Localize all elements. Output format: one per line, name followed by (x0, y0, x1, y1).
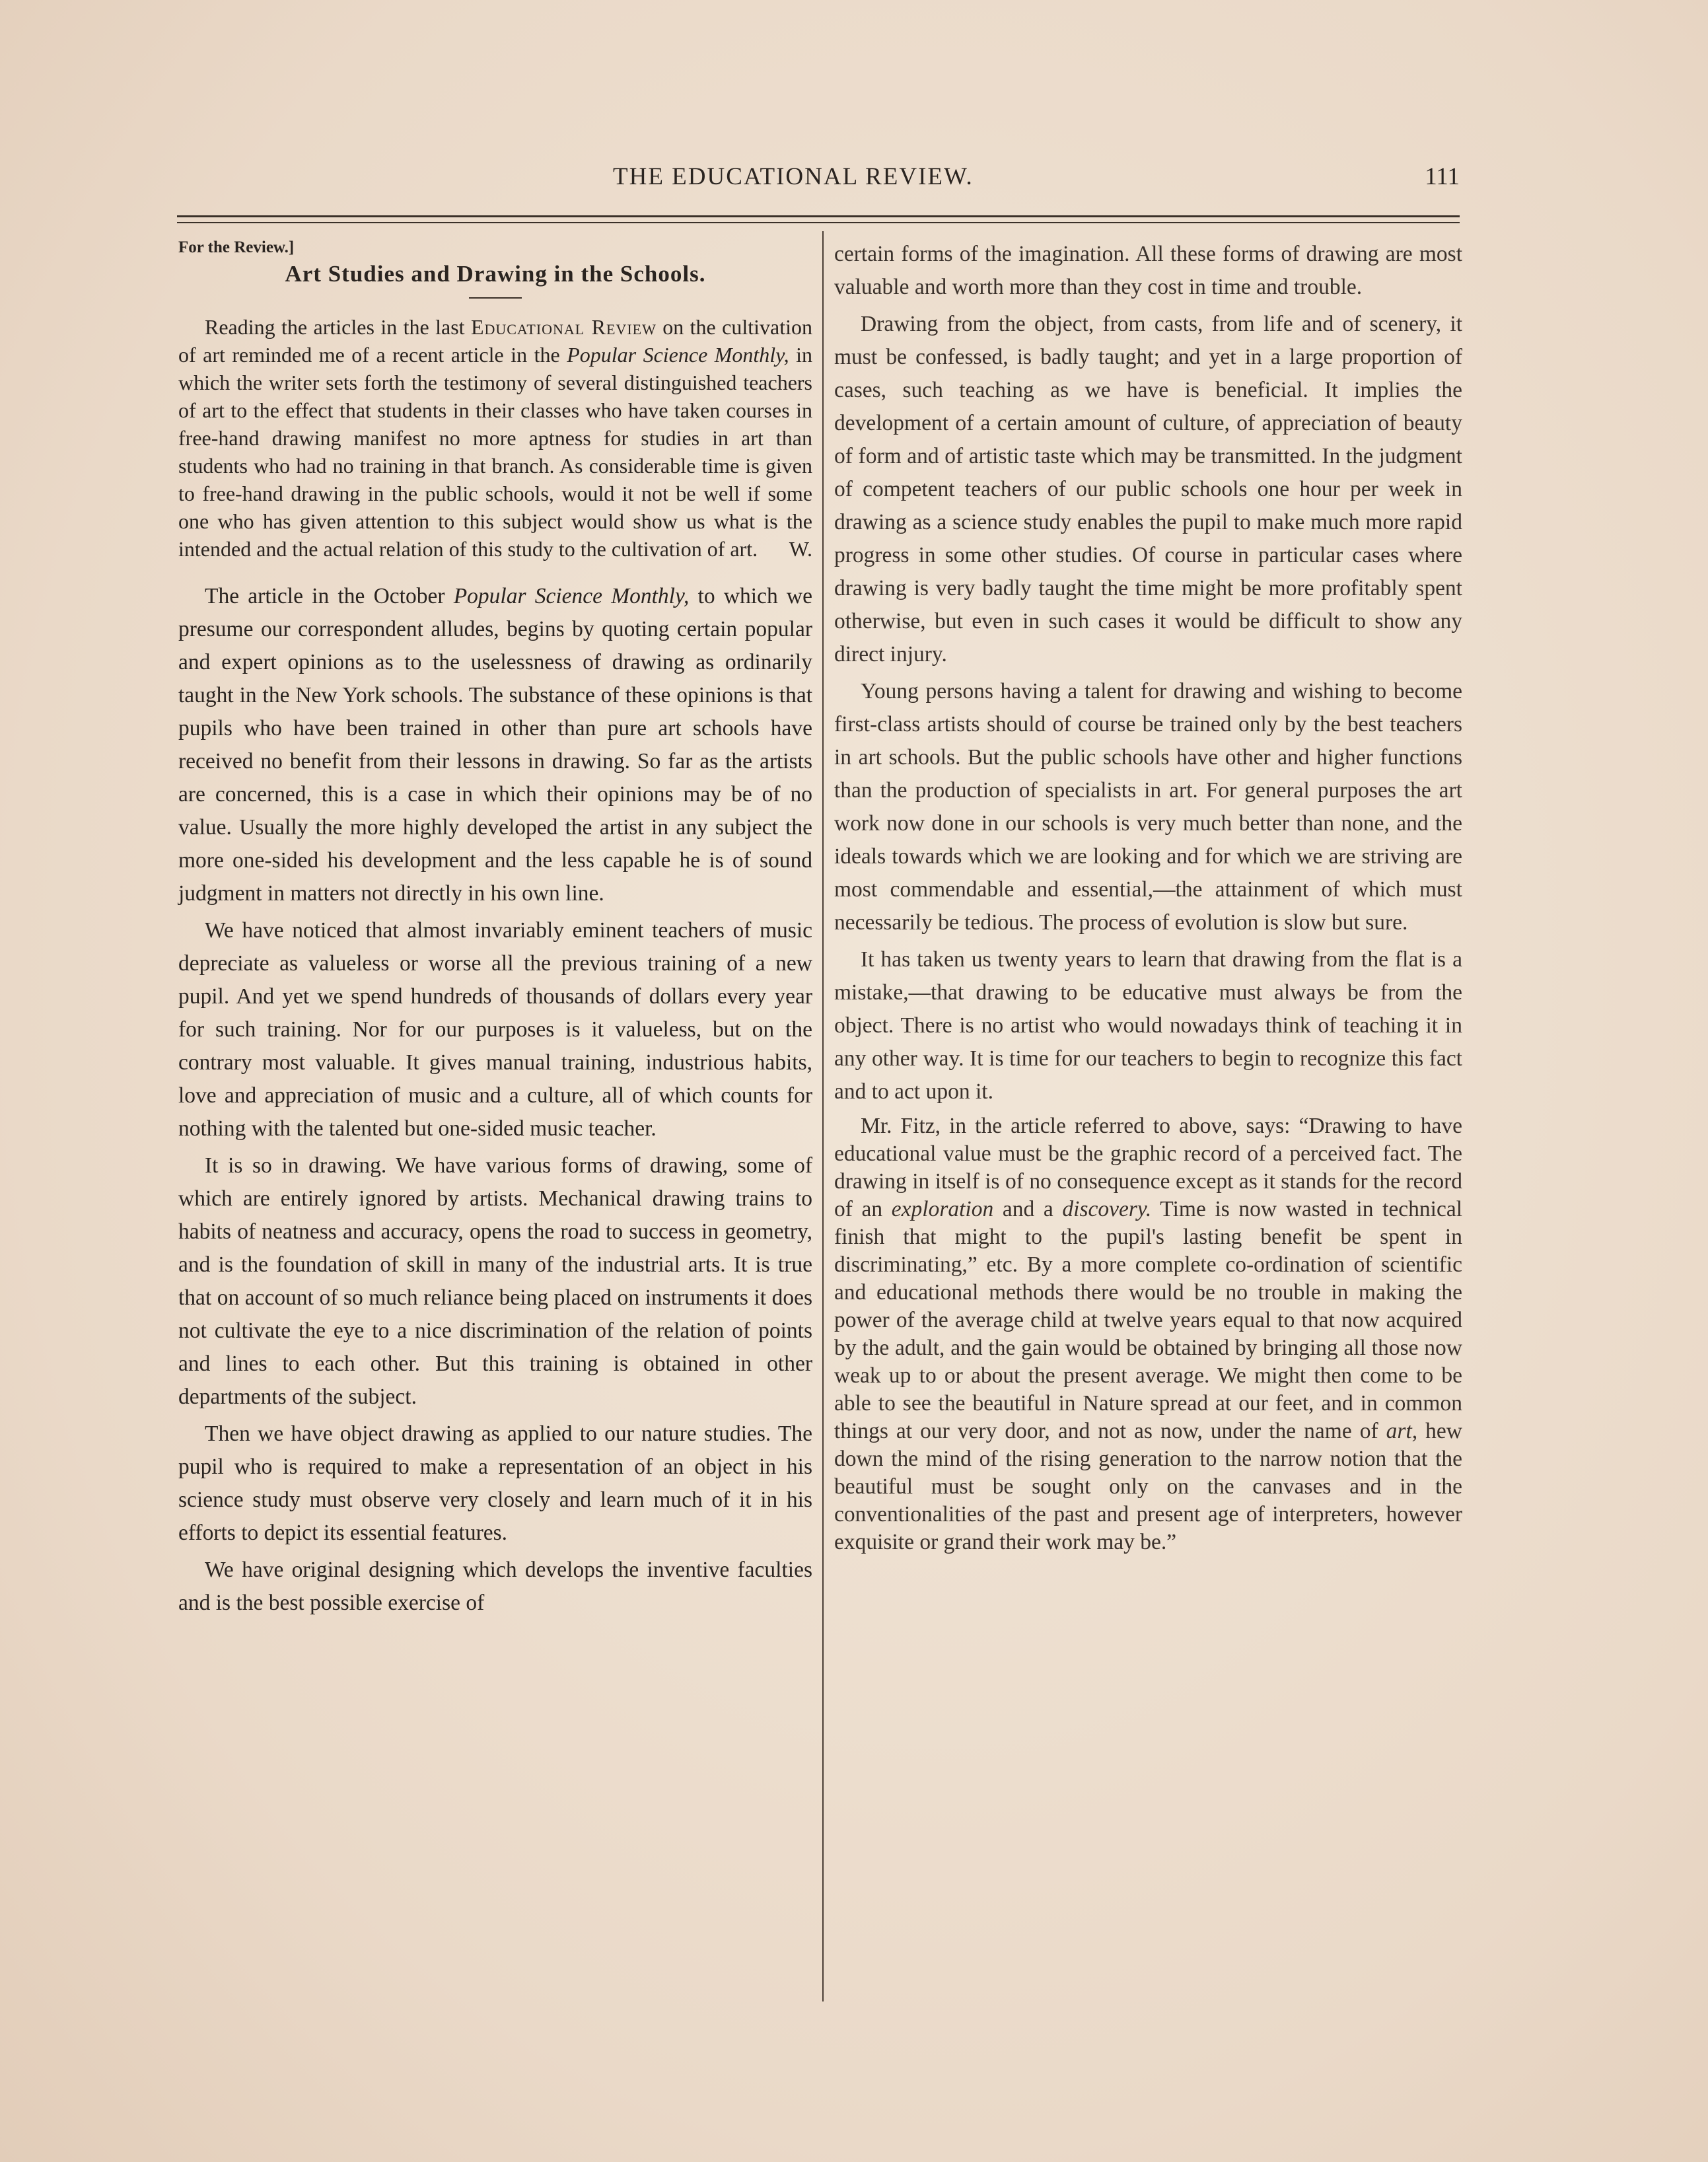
body-paragraph-continued: certain forms of the imagination. All these forms of drawing are most valuable and worth more than they cost in time and trouble. (834, 242, 1462, 299)
body-paragraph-9: Mr. Fitz, in the article referred to above, says: “Drawing to have educational value must be the graphic record of a perceived fact. The drawing in itself is of no consequence except as it stands for the record of an exploration and a discovery. Time is now wasted in technical finish that might to the pupil's lasting benefit be spent in discriminating,” etc. By a more complete co-ordination of scientific and educational methods there would be no trouble in making the power of the average child at twelve years equal to that now acquired by the adult, and the gain would be obtained by bringing all those now weak up to or about the present average. We might then come to be able to see the beautiful in Nature spread at our feet, and in common things at our very door, and not as now, under the name of art, hew down the mind of the rising generation to the narrow notion that the beautiful must be sought only on the canvases and in the conventionalities of the past and present age of interpreters, however exquisite or grand their work may be.” (834, 1114, 1462, 1554)
body-paragraph-1: The article in the October Popular Science Monthly, to which we presume our correspondent alludes, begins by quoting certain popular and expert opinions as to the uselessness of drawing as ordinarily taught in the New York schools. The substance of these opinions is that pupils who have been trained in other than pure art schools have received no benefit from their lessons in drawing. So far as the artists are concerned, this is a case in which their opinions may be of no value. Usually the more highly developed the artist in any subject the more one-sided his development and the less capable he is of sound judgment in matters not directly in his own line. (178, 584, 812, 906)
column-divider (822, 231, 824, 2001)
page-header (177, 162, 1460, 196)
body-paragraph-2: We have noticed that almost invariably eminent teachers of music depreciate as valueless or worse all the previous training of a new pupil. And yet we spend hundreds of thousands of dollars every year for such training. Nor for our purposes is it valueless, but on the contrary most valuable. It gives manual training, industrious habits, love and appreciation of music and a culture, all of which counts for nothing with the talented but one-sided music teacher. (178, 918, 812, 1141)
journal-title: THE EDUCATIONAL REVIEW. (613, 163, 974, 190)
page-number: 111 (1425, 163, 1460, 190)
article-title: Art Studies and Drawing in the Schools. (285, 261, 706, 287)
article-source-note: For the Review.] (178, 238, 295, 256)
body-paragraph-7: Young persons having a talent for drawing and wishing to become first-class artists should of course be trained only by the best teachers in art schools. But the public schools have other and higher functions than the production of specialists in art. For general purposes the art work now done in our schools is very much better than none, and the ideals towards which we are looking and for which we are striving are most commendable and essential,—the attainment of which must necessarily be tedious. The process of evolution is slow but sure. (834, 679, 1462, 935)
letter-signature: W. (789, 537, 812, 561)
body-paragraph-5: We have original designing which develops the inventive faculties and is the best possible exercise of (178, 1558, 812, 1615)
left-column (178, 238, 812, 1624)
body-paragraph-8: It has taken us twenty years to learn that drawing from the flat is a mistake,—that drawing to be educative must always be from the object. There is no artist who would nowadays think of teaching it in any other way. It is time for our teachers to begin to recognize this fact and to act upon it. (834, 947, 1462, 1104)
reader-letter: Reading the articles in the last Educational Review on the cultivation of art reminded me of a recent article in the Popular Science Monthly, in which the writer sets forth the testimony of several distinguished teachers of art to the effect that students in their classes who have taken courses in free-hand drawing manifest no more aptness for studies in art than students who had no training in that branch. As considerable time is given to free-hand drawing in the public schools, would it not be well if some one who has given attention to this subject would show us what is the intended and the actual relation of this study to the cultivation of art. W. (178, 313, 812, 563)
header-rule-top (177, 215, 1460, 217)
header-rule-bottom (177, 222, 1460, 223)
body-paragraph-6: Drawing from the object, from casts, from life and of scenery, it must be confessed, is badly taught; and yet in a large proportion of cases, such teaching as we have is beneficial. It implies the development of a certain amount of culture, of appreciation of beauty of form and of artistic taste which may be transmitted. In the judgment of competent teachers of our public schools one hour per week in drawing as a science study enables the pupil to make much more rapid progress in some other studies. Of course in particular cases where drawing is very badly taught the time might be more profitably spent otherwise, but even in such cases it would be difficult to show any direct injury. (834, 312, 1462, 667)
title-divider (469, 297, 522, 299)
body-paragraph-3: It is so in drawing. We have various forms of drawing, some of which are entirely ignored by artists. Mechanical drawing trains to habits of neatness and accuracy, opens the road to success in geometry, and is the foundation of skill in many of the industrial arts. It is true that on account of so much reliance being placed on instruments it does not cultivate the eye to a nice discrimination of the relation of points and lines to each other. But this training is obtained in other departments of the subject. (178, 1153, 812, 1409)
body-paragraph-4: Then we have object drawing as applied to our nature studies. The pupil who is required to make a representation of an object in his science study must observe very closely and learn much of it in his efforts to depict its essential features. (178, 1422, 812, 1545)
right-column (834, 238, 1462, 1560)
